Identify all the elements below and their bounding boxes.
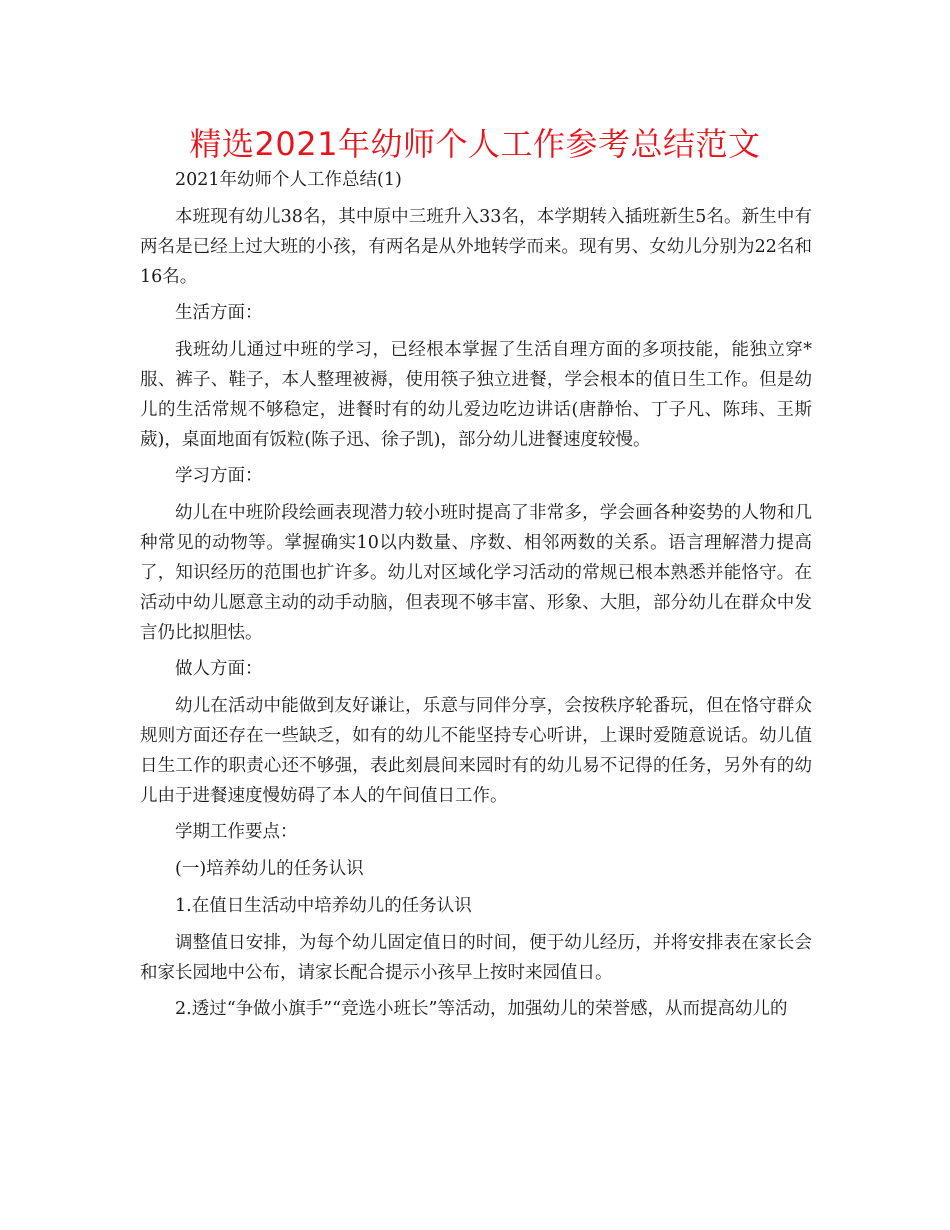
paragraph-study: 幼儿在中班阶段绘画表现潜力较小班时提高了非常多，学会画各种姿势的人物和几种常见的动物等。掌握确实10以内数量、序数、相邻两数的关系。语言理解潜力提高了，知识经历的范围也扩许多。幼儿对区域化学习活动的常规已根本熟悉并能恪守。在活动中幼儿愿意主动的动手动脑，但表现不够丰富、形象、大胆，部分幼儿在群众中发言仍比拟胆怯。: [140, 503, 812, 643]
heading-study: 学习方面：: [175, 466, 263, 486]
paragraph-item-1: 调整值日安排，为每个幼儿固定值日的时间，便于幼儿经历，并将安排表在家长会和家长园地中公布，请家长配合提示小孩早上按时来园值日。: [140, 933, 812, 983]
heading-behavior: 做人方面：: [175, 659, 263, 679]
paragraph-item-2: 2.透过“争做小旗手”“竞选小班长”等活动，加强幼儿的荣誉感，从而提高幼儿的: [175, 999, 788, 1019]
heading-life: 生活方面：: [175, 303, 263, 323]
item-1-heading: 1.在值日生活动中培养幼儿的任务认识: [175, 896, 472, 916]
document-body: [140, 165, 812, 1030]
paragraph-life: 我班幼儿通过中班的学习，已经根本掌握了生活自理方面的多项技能，能独立穿*服、裤子、鞋子，本人整理被褥，使用筷子独立进餐，学会根本的值日生工作。但是幼儿的生活常规不够稳定，进餐时有的幼儿爱边吃边讲话(唐静怡、丁子凡、陈玮、王斯葳)，桌面地面有饭粒(陈子迅、徐子凯)，部分幼儿进餐速度较慢。: [140, 340, 812, 450]
paragraph-class-overview: 本班现有幼儿38名，其中原中三班升入33名，本学期转入插班新生5名。新生中有两名是已经上过大班的小孩，有两名是从外地转学而来。现有男、女幼儿分别为22名和16名。: [140, 207, 812, 287]
document-title: 精选2021年幼师个人工作参考总结范文: [189, 125, 761, 163]
heading-task-awareness: (一)培养幼儿的任务认识: [175, 859, 364, 879]
section-subtitle: 2021年幼师个人工作总结(1): [175, 170, 402, 190]
heading-key-points: 学期工作要点：: [175, 822, 298, 842]
paragraph-behavior: 幼儿在活动中能做到友好谦让，乐意与同伴分享，会按秩序轮番玩，但在恪守群众规则方面还存在一些缺乏，如有的幼儿不能坚持专心听讲，上课时爱随意说话。幼儿值日生工作的职责心还不够强，表此刻晨间来园时有的幼儿易不记得的任务，另外有的幼儿由于进餐速度慢妨碍了本人的午间值日工作。: [140, 696, 812, 806]
